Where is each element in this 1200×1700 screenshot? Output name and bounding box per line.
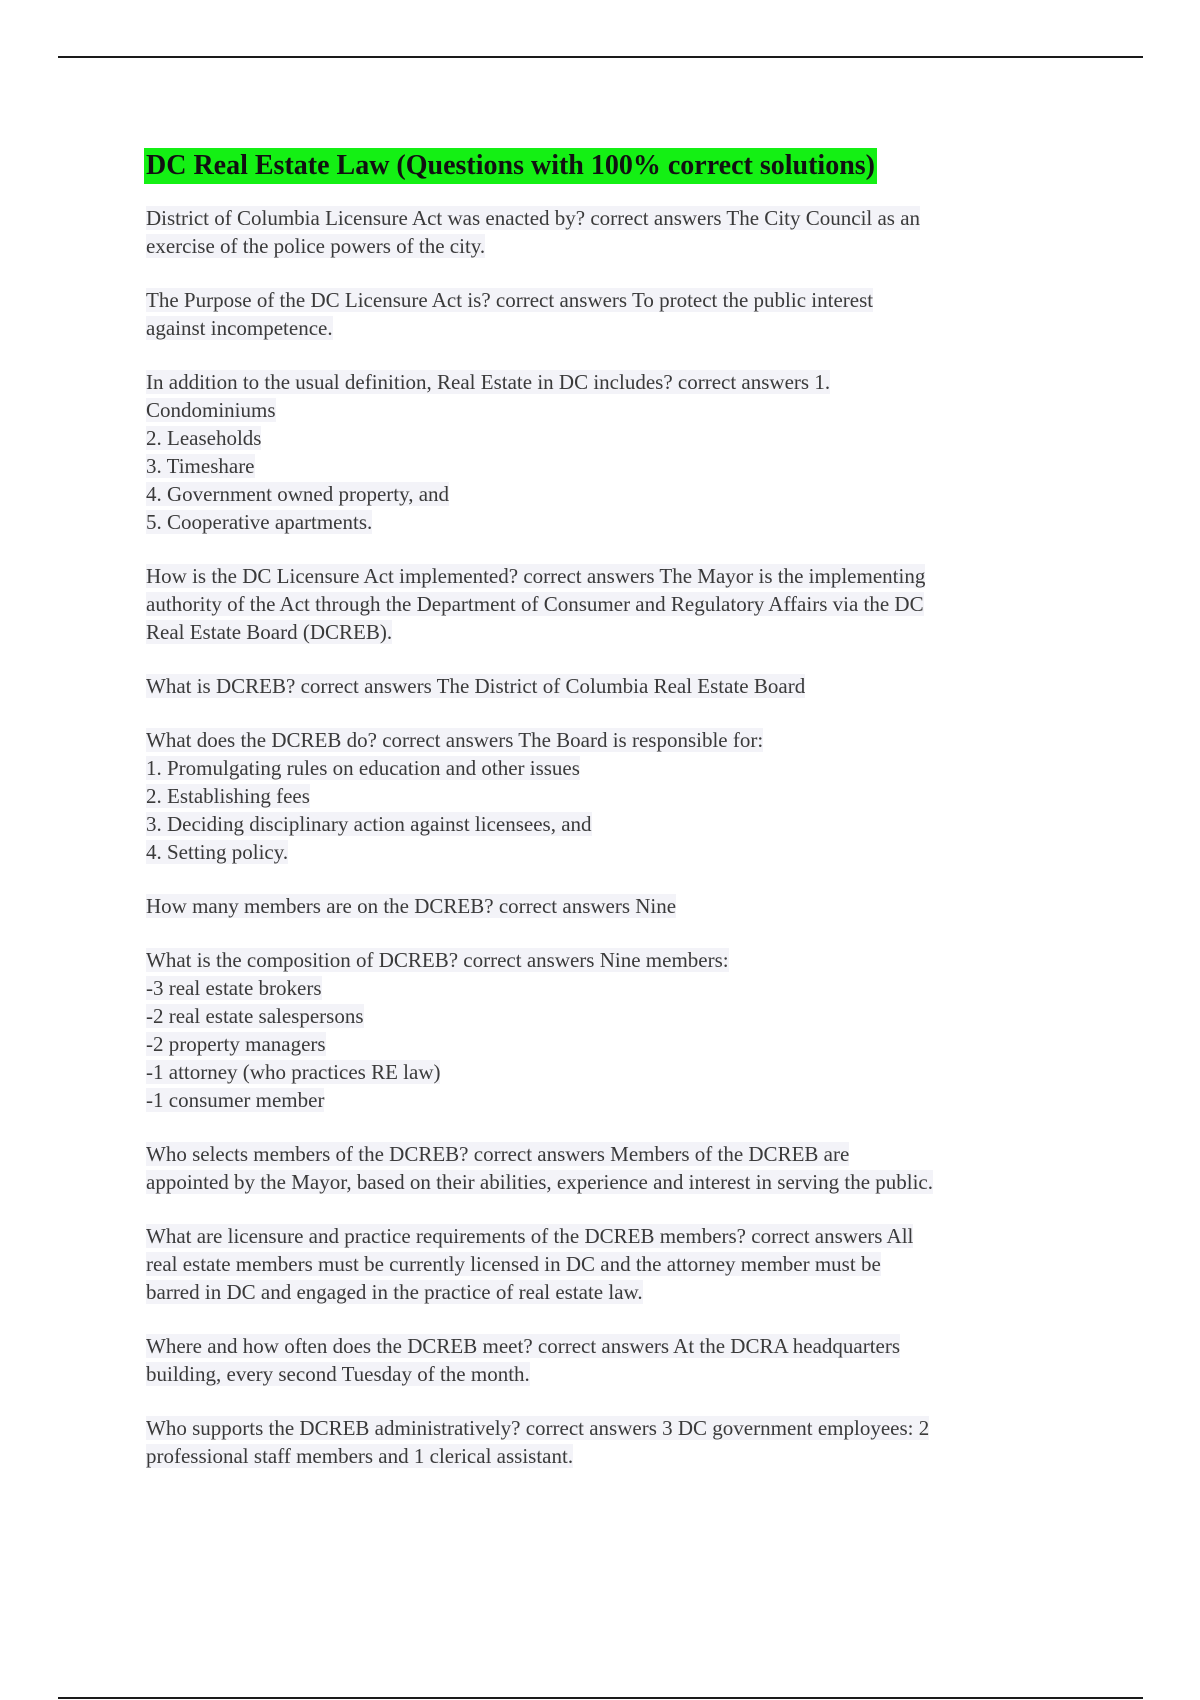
qa-paragraph: [146, 204, 1076, 260]
qa-line-text: 3. Timeshare: [146, 454, 255, 478]
qa-line: [146, 424, 1076, 452]
qa-line: [146, 1140, 1076, 1168]
qa-line: [146, 618, 1076, 646]
qa-line-text: -1 attorney (who practices RE law): [146, 1060, 441, 1084]
qa-line-text: 4. Government owned property, and: [146, 482, 450, 506]
qa-line-text: What is the composition of DCREB? correct answers Nine members:: [146, 948, 729, 972]
qa-line: [146, 1030, 1076, 1058]
qa-line-text: In addition to the usual definition, Real Estate in DC includes? correct answers 1.: [146, 370, 831, 394]
qa-line: [146, 452, 1076, 480]
qa-paragraph: [146, 1222, 1076, 1306]
qa-line-text: 1. Promulgating rules on education and other issues: [146, 756, 580, 780]
qa-line: [146, 726, 1076, 754]
qa-line: [146, 754, 1076, 782]
qa-line-text: Who supports the DCREB administratively? correct answers 3 DC government employees: 2: [146, 1416, 930, 1440]
qa-line: [146, 396, 1076, 424]
qa-line-text: How many members are on the DCREB? correct answers Nine: [146, 894, 677, 918]
qa-line: [146, 810, 1076, 838]
document-title: DC Real Estate Law (Questions with 100% correct solutions): [144, 148, 877, 184]
qa-line-text: professional staff members and 1 clerical assistant.: [146, 1444, 574, 1468]
qa-line: [146, 1086, 1076, 1114]
qa-line-text: -2 real estate salespersons: [146, 1004, 364, 1028]
qa-line: [146, 314, 1076, 342]
qa-line: [146, 892, 1076, 920]
qa-paragraph: [146, 1414, 1076, 1470]
qa-line-text: What are licensure and practice requirements of the DCREB members? correct answers All: [146, 1224, 914, 1248]
qa-line: [146, 204, 1076, 232]
qa-line: [146, 1360, 1076, 1388]
qa-line-text: What is DCREB? correct answers The District of Columbia Real Estate Board: [146, 674, 806, 698]
qa-line: [146, 1222, 1076, 1250]
qa-paragraph: [146, 892, 1076, 920]
qa-line-text: 3. Deciding disciplinary action against licensees, and: [146, 812, 592, 836]
qa-line: [146, 782, 1076, 810]
qa-line-text: building, every second Tuesday of the month.: [146, 1362, 530, 1386]
qa-line-text: Where and how often does the DCREB meet? correct answers At the DCRA headquarters: [146, 1334, 901, 1358]
qa-line-text: -2 property managers: [146, 1032, 326, 1056]
qa-line: [146, 1002, 1076, 1030]
qa-line: [146, 974, 1076, 1002]
qa-line-text: exercise of the police powers of the city.: [146, 234, 486, 258]
qa-line: [146, 1332, 1076, 1360]
qa-line-text: appointed by the Mayor, based on their abilities, experience and interest in serving the public.: [146, 1170, 934, 1194]
qa-paragraph: [146, 672, 1076, 700]
qa-line: [146, 508, 1076, 536]
qa-line-text: Who selects members of the DCREB? correct answers Members of the DCREB are: [146, 1142, 850, 1166]
qa-line-text: What does the DCREB do? correct answers The Board is responsible for:: [146, 728, 764, 752]
page-bottom-rule: [58, 1697, 1143, 1699]
qa-line-text: Condominiums: [146, 398, 276, 422]
qa-paragraph: [146, 946, 1076, 1114]
qa-paragraph: [146, 368, 1076, 536]
qa-paragraph: [146, 1140, 1076, 1196]
qa-line: [146, 1058, 1076, 1086]
qa-line: [146, 562, 1076, 590]
qa-line: [146, 1250, 1076, 1278]
qa-line-text: 2. Leaseholds: [146, 426, 262, 450]
qa-line-text: 2. Establishing fees: [146, 784, 310, 808]
qa-line: [146, 1414, 1076, 1442]
qa-line: [146, 946, 1076, 974]
qa-line-text: How is the DC Licensure Act implemented? correct answers The Mayor is the implementing: [146, 564, 926, 588]
qa-line-text: 4. Setting policy.: [146, 840, 289, 864]
qa-line: [146, 1168, 1076, 1196]
qa-paragraph: [146, 286, 1076, 342]
qa-line: [146, 368, 1076, 396]
qa-line: [146, 480, 1076, 508]
qa-paragraph: [146, 1332, 1076, 1388]
qa-line: [146, 590, 1076, 618]
qa-line: [146, 232, 1076, 260]
qa-line: [146, 286, 1076, 314]
qa-list: [146, 204, 1076, 1470]
qa-line-text: 5. Cooperative apartments.: [146, 510, 373, 534]
document-body: [146, 148, 1076, 1496]
qa-line: [146, 838, 1076, 866]
qa-line-text: The Purpose of the DC Licensure Act is? correct answers To protect the public interest: [146, 288, 874, 312]
qa-paragraph: [146, 562, 1076, 646]
qa-line-text: District of Columbia Licensure Act was enacted by? correct answers The City Council as an: [146, 206, 921, 230]
qa-line-text: authority of the Act through the Department of Consumer and Regulatory Affairs via the DC: [146, 592, 924, 616]
qa-line-text: against incompetence.: [146, 316, 333, 340]
qa-line-text: -1 consumer member: [146, 1088, 325, 1112]
qa-line: [146, 1278, 1076, 1306]
qa-line: [146, 1442, 1076, 1470]
qa-line-text: Real Estate Board (DCREB).: [146, 620, 393, 644]
page-top-rule: [58, 56, 1143, 58]
qa-line-text: barred in DC and engaged in the practice of real estate law.: [146, 1280, 643, 1304]
qa-line: [146, 672, 1076, 700]
qa-line-text: -3 real estate brokers: [146, 976, 322, 1000]
qa-line-text: real estate members must be currently licensed in DC and the attorney member must be: [146, 1252, 881, 1276]
qa-paragraph: [146, 726, 1076, 866]
